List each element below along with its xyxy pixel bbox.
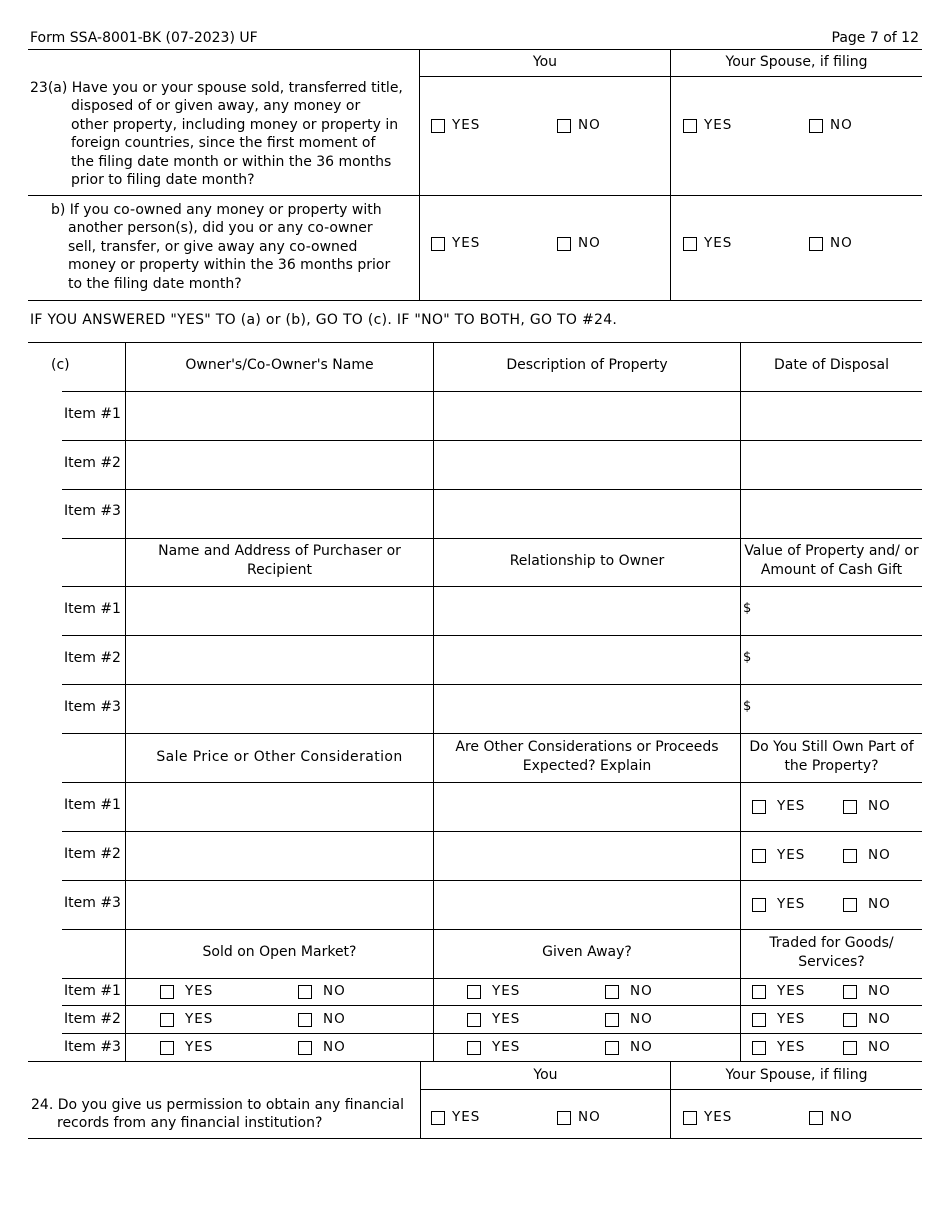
given-away-2-no-checkbox[interactable] [605,1013,619,1027]
open-market-3-no-checkbox[interactable] [298,1041,312,1055]
q23b-you-no-checkbox[interactable] [557,237,571,251]
dollar-sign: $ [743,650,752,665]
dollar-sign: $ [743,699,752,714]
item-label: Item #1 [64,797,121,813]
item-label: Item #1 [64,601,121,617]
open-market-2-no-checkbox[interactable] [298,1013,312,1027]
q24-you-yes-checkbox[interactable] [431,1111,445,1125]
header-description: Description of Property [506,357,668,373]
q24-you-yes-label: YES [452,1109,481,1125]
still-own-3-yes-checkbox[interactable] [752,898,766,912]
header-traded: Traded for Goods/ Services? [769,935,894,970]
no-label: NO [323,1039,346,1055]
traded-2-yes-checkbox[interactable] [752,1013,766,1027]
header-open-market: Sold on Open Market? [202,944,357,960]
yes-label: YES [777,847,806,863]
no-label: NO [868,1011,891,1027]
no-label: NO [323,983,346,999]
header-sale-price: Sale Price or Other Consideration [156,749,403,765]
question-23b: b) If you co-owned any money or property with another person(s), did you or any co-owner sell, transfer, or give away any co-owned money or property within the 36 months prior to the filing date month? [51,202,391,292]
yes-label: YES [777,983,806,999]
no-label: NO [868,1039,891,1055]
still-own-2-yes-checkbox[interactable] [752,849,766,863]
item-label: Item #2 [64,455,121,471]
header-given-away: Given Away? [542,944,632,960]
q23a-spouse-yes-label: YES [704,117,733,133]
yes-label: YES [185,1039,214,1055]
q23a-spouse-yes-checkbox[interactable] [683,119,697,133]
given-away-1-no-checkbox[interactable] [605,985,619,999]
column-header-spouse: Your Spouse, if filing [725,54,868,70]
q23b-spouse-no-label: NO [830,235,853,251]
column-header-you: You [532,54,558,70]
item-label: Item #3 [64,895,121,911]
q23a-spouse-no-label: NO [830,117,853,133]
q24-spouse-yes-checkbox[interactable] [683,1111,697,1125]
column-header-you-24: You [533,1067,558,1083]
q24-you-no-checkbox[interactable] [557,1111,571,1125]
q23a-spouse-no-checkbox[interactable] [809,119,823,133]
table-c-label: (c) [51,357,70,373]
traded-2-no-checkbox[interactable] [843,1013,857,1027]
header-proceeds: Are Other Considerations or Proceeds Expected? Explain [455,739,719,774]
traded-1-no-checkbox[interactable] [843,985,857,999]
no-label: NO [323,1011,346,1027]
given-away-3-no-checkbox[interactable] [605,1041,619,1055]
item-label: Item #3 [64,1039,121,1055]
no-label: NO [868,798,891,814]
item-label: Item #1 [64,983,121,999]
no-label: NO [630,1011,653,1027]
open-market-1-no-checkbox[interactable] [298,985,312,999]
item-label: Item #3 [64,699,121,715]
q23b-spouse-yes-label: YES [704,235,733,251]
header-date-disposal: Date of Disposal [773,357,890,373]
yes-label: YES [492,1039,521,1055]
q24-spouse-yes-label: YES [704,1109,733,1125]
open-market-3-yes-checkbox[interactable] [160,1041,174,1055]
given-away-2-yes-checkbox[interactable] [467,1013,481,1027]
header-still-own: Do You Still Own Part of the Property? [749,739,914,774]
form-id: Form SSA-8001-BK (07-2023) UF [30,30,258,46]
yes-label: YES [777,896,806,912]
no-label: NO [630,983,653,999]
header-relationship: Relationship to Owner [509,553,665,569]
still-own-3-no-checkbox[interactable] [843,898,857,912]
item-label: Item #2 [64,650,121,666]
q23a-you-yes-checkbox[interactable] [431,119,445,133]
no-label: NO [868,847,891,863]
instruction-text: IF YOU ANSWERED "YES" TO (a) or (b), GO TO (c). IF "NO" TO BOTH, GO TO #24. [30,312,618,328]
q23b-you-yes-checkbox[interactable] [431,237,445,251]
q24-spouse-no-checkbox[interactable] [809,1111,823,1125]
yes-label: YES [185,1011,214,1027]
traded-3-no-checkbox[interactable] [843,1041,857,1055]
yes-label: YES [777,798,806,814]
header-owner-name: Owner's/Co-Owner's Name [185,357,374,373]
open-market-1-yes-checkbox[interactable] [160,985,174,999]
given-away-3-yes-checkbox[interactable] [467,1041,481,1055]
no-label: NO [630,1039,653,1055]
no-label: NO [868,896,891,912]
yes-label: YES [185,983,214,999]
q23b-you-yes-label: YES [452,235,481,251]
q24-spouse-no-label: NO [830,1109,853,1125]
no-label: NO [868,983,891,999]
column-header-spouse-24: Your Spouse, if filing [725,1067,868,1083]
question-23a: 23(a) Have you or your spouse sold, transferred title, disposed of or given away, any money or other property, including money or property in foreign countries, since the first moment of the filing date month or within the 36 months prior to filing date month? [30,80,403,189]
q23b-you-no-label: NO [578,235,601,251]
still-own-1-no-checkbox[interactable] [843,800,857,814]
header-purchaser: Name and Address of Purchaser or Recipient [158,543,401,578]
still-own-2-no-checkbox[interactable] [843,849,857,863]
item-label: Item #2 [64,1011,121,1027]
item-label: Item #1 [64,406,121,422]
yes-label: YES [777,1039,806,1055]
dollar-sign: $ [743,601,752,616]
q24-you-no-label: NO [578,1109,601,1125]
traded-1-yes-checkbox[interactable] [752,985,766,999]
header-value: Value of Property and/ or Amount of Cash Gift [744,543,919,578]
item-label: Item #2 [64,846,121,862]
open-market-2-yes-checkbox[interactable] [160,1013,174,1027]
yes-label: YES [492,983,521,999]
yes-label: YES [777,1011,806,1027]
q23a-you-no-checkbox[interactable] [557,119,571,133]
yes-label: YES [492,1011,521,1027]
traded-3-yes-checkbox[interactable] [752,1041,766,1055]
q23a-you-yes-label: YES [452,117,481,133]
q23b-spouse-yes-checkbox[interactable] [683,237,697,251]
page-number: Page 7 of 12 [831,30,919,46]
question-24: 24. Do you give us permission to obtain any financial records from any financial institution? [31,1097,404,1132]
still-own-1-yes-checkbox[interactable] [752,800,766,814]
q23b-spouse-no-checkbox[interactable] [809,237,823,251]
q23a-you-no-label: NO [578,117,601,133]
given-away-1-yes-checkbox[interactable] [467,985,481,999]
item-label: Item #3 [64,503,121,519]
